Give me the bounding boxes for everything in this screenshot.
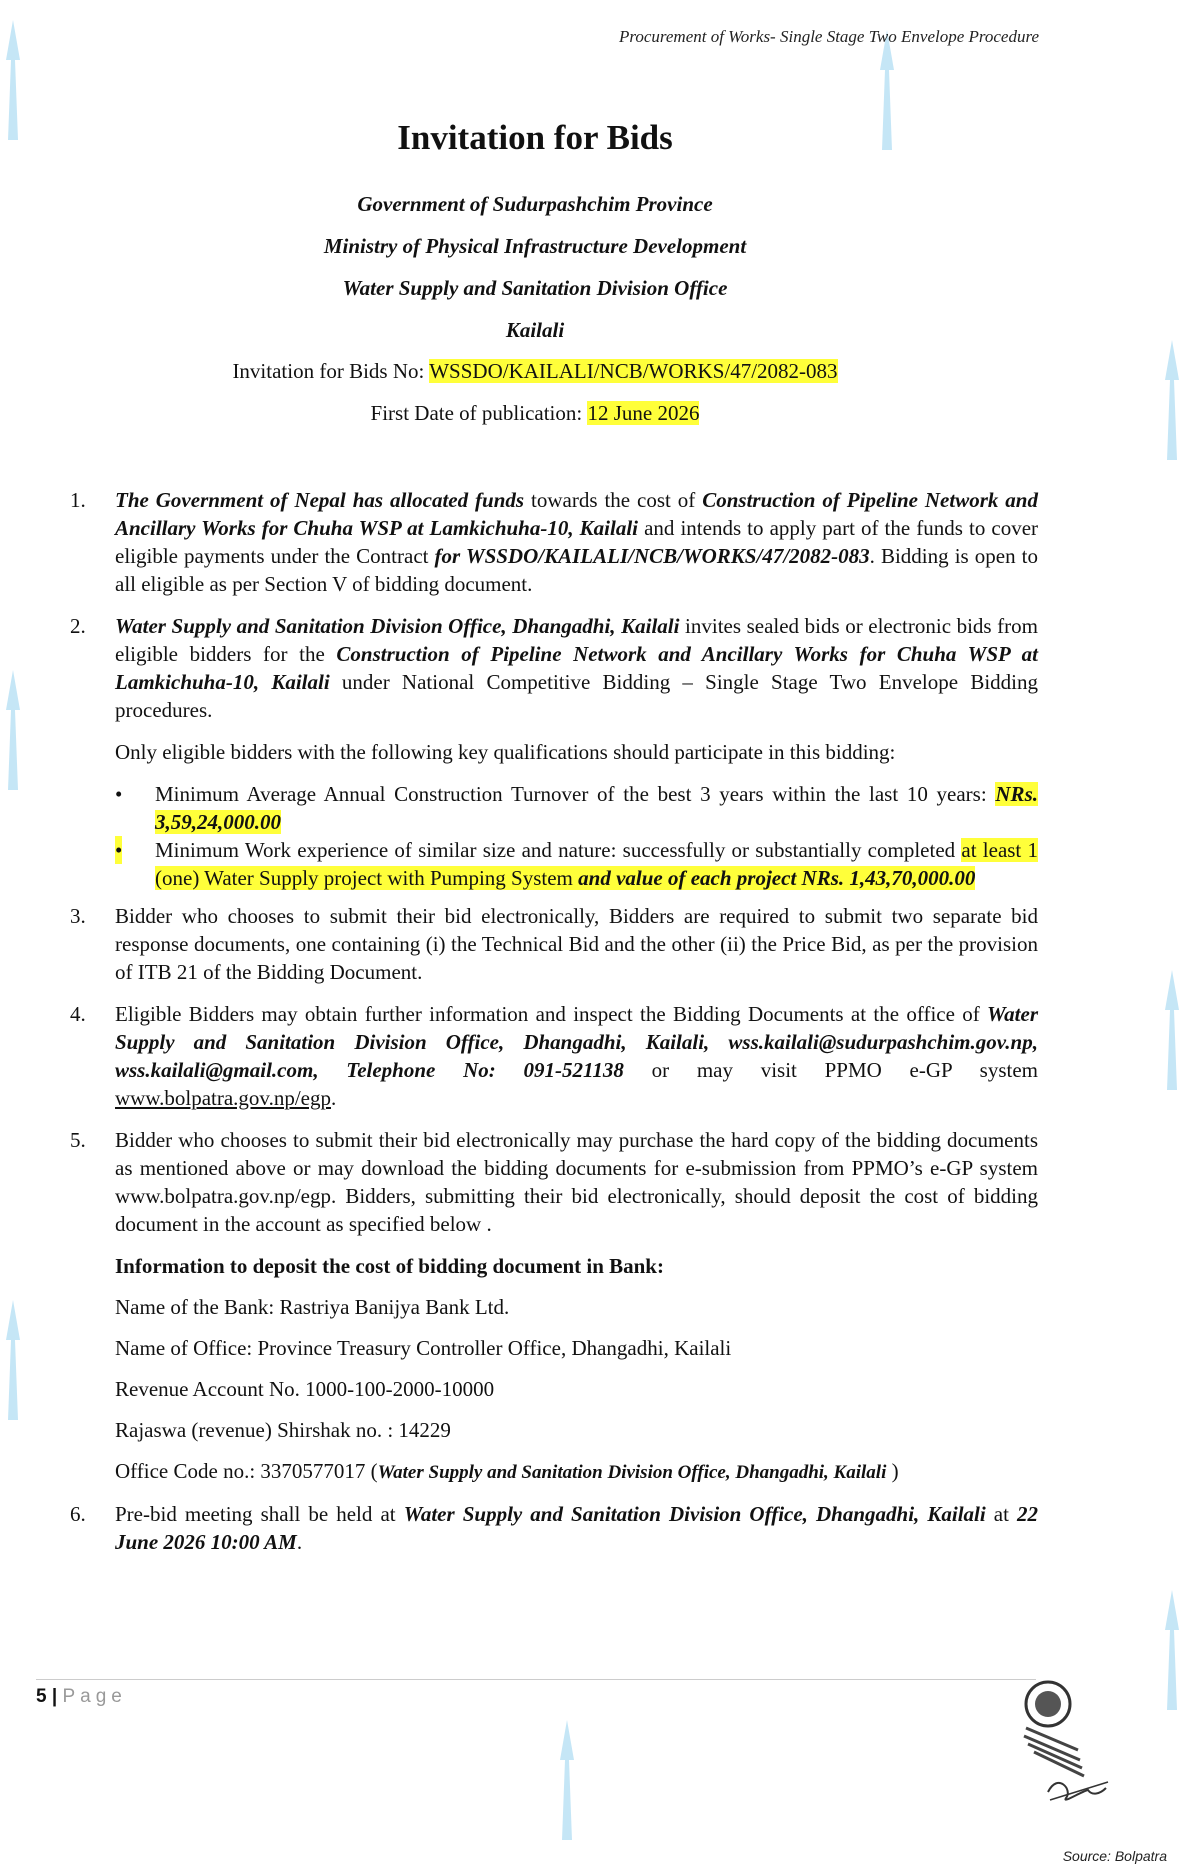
bank-info-heading: Information to deposit the cost of bidding document in Bank: [115, 1254, 664, 1278]
ifb-number: WSSDO/KAILALI/NCB/WORKS/47/2082-083 [429, 359, 838, 383]
paragraph-number: 6. [70, 1502, 86, 1526]
text-run: or may visit PPMO e-GP system [623, 1058, 1039, 1082]
contract-number: for WSSDO/KAILALI/NCB/WORKS/47/2082-083 [434, 544, 870, 568]
text-run: and intends to apply part of the funds to cover eligible payments under the Contract [115, 516, 1039, 568]
paragraph-number: 5. [70, 1128, 86, 1152]
funding-statement: The Government of Nepal has allocated funds [115, 488, 525, 512]
paragraph-text: Bidder who chooses to submit their bid electronically may purchase the hard copy of the bidding documents as mentioned above or may download the bidding documents for e-submission from PPMO’s e-GP system www.bolpatra.gov.np/egp. Bidders, submitting their bid electronically, should deposit the cost of bidding document in the account as specified below . [115, 1128, 1038, 1236]
project-name: Construction of Pipeline Network and Ancillary Works for Chuha WSP at Lamkichuha-10, Kailali [115, 488, 1038, 540]
watermark-arrow-icon [1165, 960, 1179, 1100]
page-label: Page [62, 1686, 127, 1707]
page-number: 5 [36, 1686, 47, 1707]
publication-date-label: First Date of publication: [370, 401, 588, 425]
office-code-line [70, 1457, 1038, 1487]
paragraph-text: Bidder who chooses to submit their bid electronically, Bidders are required to submit two separate bid response documents, one containing (i) the Technical Bid and the other (ii) the Price Bid, as per the provision of ITB 21 of the Bidding Document. [115, 904, 1038, 984]
meeting-venue: Water Supply and Sanitation Division Office, Dhangadhi, Kailali [403, 1502, 986, 1526]
list-item [115, 780, 1038, 836]
ifb-number-label: Invitation for Bids No: [232, 359, 430, 383]
paragraph-number: 4. [70, 1002, 86, 1026]
list-item [115, 836, 1038, 892]
qualification-list [70, 780, 1038, 892]
experience-requirement: Minimum Work experience of similar size and nature: successfully or substantially completed [155, 838, 962, 862]
paragraph-5 [70, 1126, 1038, 1238]
procuring-office: Water Supply and Sanitation Division Office, Dhangadhi, Kailali [115, 614, 680, 638]
project-name: Construction of Pipeline Network and Ancillary Works for Chuha WSP at Lamkichuha-10, Kailali [115, 642, 1038, 694]
issuer-district: Kailali [505, 318, 565, 342]
bullet-icon: • [115, 782, 123, 806]
watermark-arrow-icon [6, 660, 20, 800]
office-code-name: Water Supply and Sanitation Division Office, Dhangadhi, Kailali [377, 1462, 887, 1483]
text-run: at [985, 1502, 1018, 1526]
issuer-ministry: Ministry of Physical Infrastructure Development [323, 234, 747, 258]
paragraph-number: 3. [70, 904, 86, 928]
page-separator: | [46, 1686, 63, 1707]
text-run: Eligible Bidders may obtain further information and inspect the Bidding Documents at the office of [115, 1002, 988, 1026]
text-run: . [296, 1530, 303, 1554]
page-footer [36, 1686, 127, 1708]
bank-name: Name of the Bank: Rastriya Banijya Bank Ltd. [115, 1295, 510, 1319]
watermark-arrow-icon [1165, 1580, 1179, 1720]
office-seal-and-signature [988, 1672, 1138, 1822]
text-run: . Bidding is open to all eligible as per Section V of bidding document. [115, 544, 1038, 596]
paragraph-6 [70, 1500, 1038, 1556]
experience-value: and value of each project NRs. 1,43,70,000.00 [578, 866, 976, 890]
watermark-arrow-icon [6, 1290, 20, 1430]
qualification-intro: Only eligible bidders with the following key qualifications should participate in this bidding: [115, 740, 896, 764]
office-code: Office Code no.: 3370577017 ( [115, 1459, 378, 1483]
office-contact: Water Supply and Sanitation Division Office, Dhangadhi, Kailali, wss.kailali@sudurpashchim.gov.np, wss.kailali@gmail.com, Telephone No: 091-521138 [115, 1002, 1038, 1082]
turnover-value: NRs. 3,59,24,000.00 [155, 782, 1038, 834]
paragraph-number: 2. [70, 614, 86, 638]
footer-divider [36, 1679, 1036, 1680]
bullet-icon: • [115, 838, 123, 862]
paragraph-2 [70, 612, 1038, 724]
publication-date: 12 June 2026 [587, 401, 700, 425]
text-run: . [330, 1086, 337, 1110]
watermark-arrow-icon [560, 1715, 574, 1845]
revenue-account: Revenue Account No. 1000-100-2000-10000 [115, 1377, 495, 1401]
source-credit: Source: Bolpatra [1062, 1848, 1167, 1864]
text-run: towards the cost of [524, 488, 703, 512]
egp-link[interactable]: www.bolpatra.gov.np/egp [115, 1086, 331, 1110]
paragraph-4 [70, 1000, 1038, 1112]
experience-highlight: at least 1 (one) Water Supply project with Pumping System [155, 838, 1039, 890]
document-body [70, 486, 1038, 1570]
revenue-shirshak: Rajaswa (revenue) Shirshak no. : 14229 [115, 1418, 451, 1442]
turnover-requirement: Minimum Average Annual Construction Turnover of the best 3 years within the last 10 years: [155, 782, 996, 806]
paragraph-number: 1. [70, 488, 86, 512]
office-name: Name of Office: Province Treasury Controller Office, Dhangadhi, Kailali [115, 1336, 732, 1360]
paragraph-3 [70, 902, 1038, 986]
text-run: under National Competitive Bidding – Single Stage Two Envelope Bidding procedures. [115, 670, 1038, 722]
watermark-arrow-icon [1165, 330, 1179, 470]
text-run: invites sealed bids or electronic bids from eligible bidders for the [115, 614, 1038, 666]
ifb-number-line [0, 359, 1070, 384]
paragraph-1 [70, 486, 1038, 598]
issuer-government: Government of Sudurpashchim Province [357, 192, 713, 216]
document-title: Invitation for Bids [397, 118, 673, 157]
meeting-datetime: 22 June 2026 10:00 AM [115, 1502, 1039, 1554]
publication-date-line [0, 401, 1070, 426]
issuer-office: Water Supply and Sanitation Division Office [342, 276, 728, 300]
running-header: Procurement of Works- Single Stage Two Envelope Procedure [618, 27, 1039, 46]
text-run: Pre-bid meeting shall be held at [115, 1502, 404, 1526]
text-run: ) [886, 1459, 899, 1483]
